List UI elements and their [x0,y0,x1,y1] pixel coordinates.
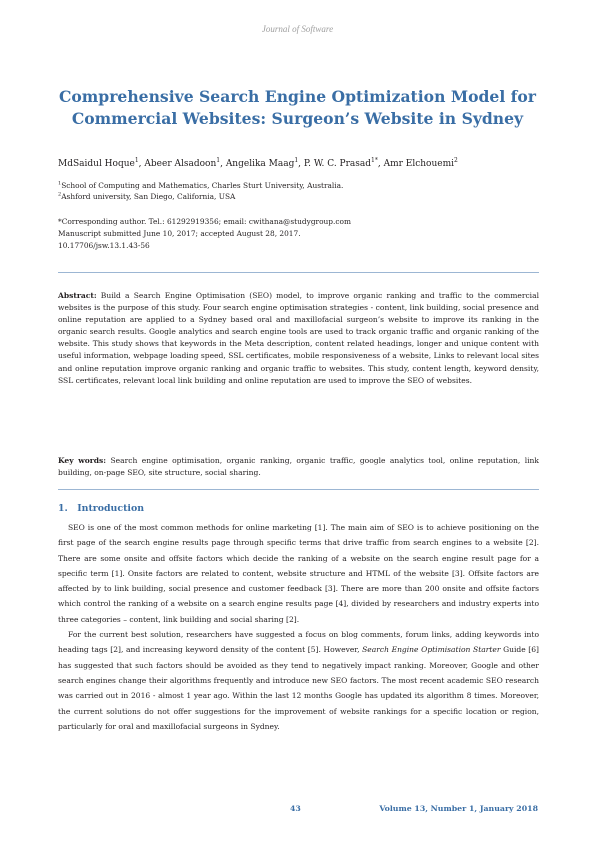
divider-rule [58,489,539,490]
author-affil-marker: 1 [134,157,139,164]
abstract [58,290,539,387]
author-name: Angelika Maag [225,159,295,169]
paragraph [58,627,539,734]
affiliation [58,180,538,191]
title-line-1: Comprehensive Search Engine Optimization Model for [58,87,537,106]
divider-rule [58,272,539,273]
author-name: Abeer Alsadoon [144,159,217,169]
abstract-label: Abstract: [58,291,97,300]
section-heading [58,502,539,516]
affiliation-text: Ashford university, San Diego, California, USA [61,192,236,201]
paragraph-text: For the current best solution, researchers have suggested a focus on blog comments, forum links, adding keywords into heading tags [2], and increasing keyword density of the content [5]. However, [58,630,539,655]
section-title: Introduction [77,503,145,514]
running-head: Journal of Software [261,24,334,34]
author-affil-marker: 1* [371,157,378,164]
keywords [58,455,539,479]
doi: 10.17706/jsw.13.1.43-56 [58,241,150,250]
article-meta [58,216,538,252]
affiliation-marker: 1 [58,180,62,187]
page-number: 43 [290,804,301,813]
section-body [58,520,539,734]
title-line-2: Commercial Websites: Surgeon’s Website in Sydney [71,109,524,128]
affiliation [58,191,538,202]
paragraph-text: Guide [6] has suggested that such factors should be avoided as they tend to negatively impact ranking. Moreover, Google and other search engines change their algorithms frequently and introduce new SEO factors. The most recent academic SEO research was carried out in 2016 - almost 1 year ago. Within the last 12 months Google has updated its algorithm 8 times. Moreover, the current solutions do not offer suggestions for the improvement of website rankings for a specific location or region, particularly for oral and maxillofacial surgeons in Sydney. [58,645,539,731]
keywords-label: Key words: [58,456,107,465]
section-number: 1. [58,503,68,514]
keywords-text: Search engine optimisation, organic ranking, organic traffic, google analytics tool, online reputation, link building, on-page SEO, site structure, social sharing. [58,456,539,478]
paper-title [50,86,545,130]
affiliation-marker: 2 [58,191,62,198]
author-name: Amr Elchouemi [383,159,455,169]
abstract-text: Build a Search Engine Optimisation (SEO) model, to improve organic ranking and traffic to the commercial websites is the purpose of this study. Four search engine optimisation strategies - content, link building, social presence and online reputation are applied to a Sydney based oral and maxillofacial surgeon’s website to improve its ranking in the organic search results. Google analytics and search engine tools are used to track organic traffic and organic ranking of the website. This study shows that keywords in the Meta description, content related headings, longer and unique content with useful information, webpage loading speed, SSL certificates, mobile responsiveness of a website, Links to relevant local sites and online reputation improve organic ranking and organic traffic to websites. This study, content length, keyword density, SSL certificates, relevant local link building and online reputation are used to improve the SEO of websites. [58,291,540,385]
volume-issue: Volume 13, Number 1, January 2018 [379,804,538,813]
author-affil-marker: 2 [454,157,458,164]
affiliations [58,180,538,202]
cited-title: Search Engine Optimisation Starter [362,645,501,655]
corresponding-author: *Corresponding author. Tel.: 61292919356; email: cwithana@studygroup.com [58,217,351,226]
author-affil-marker: 1 [216,157,221,164]
author-list: MdSaidul Hoque$^1$, Abeer Alsadoon$^1$, Angelika Maag$^1$, P. W. C. Prasad$^{1*}$, Amr Elchouemi$^2$ [58,157,458,169]
author-name: MdSaidul Hoque [58,159,135,169]
author-name: P. W. C. Prasad [303,159,372,169]
affiliation-text: School of Computing and Mathematics, Charles Sturt University, Australia. [61,181,344,190]
paragraph: SEO is one of the most common methods for online marketing [1]. The main aim of SEO is to achieve positioning on the first page of the search engine results page through specific terms that drive traffic from search engines to a website [2]. There are some onsite and offsite factors which decide the ranking of a website on the search engine result page for a specific term [1]. Onsite factors are related to content, website structure and HTML of the website [3]. Offsite factors are affected by to link building, social presence and customer feedback [3]. There are more than 200 onsite and offsite factors which control the ranking of a website on a search engine results page [4], divided by researchers and industry experts into three categories – content, link building and social sharing [2]. [58,523,539,624]
author-affil-marker: 1 [294,157,299,164]
submission-dates: Manuscript submitted June 10, 2017; accepted August 28, 2017. [58,229,301,238]
